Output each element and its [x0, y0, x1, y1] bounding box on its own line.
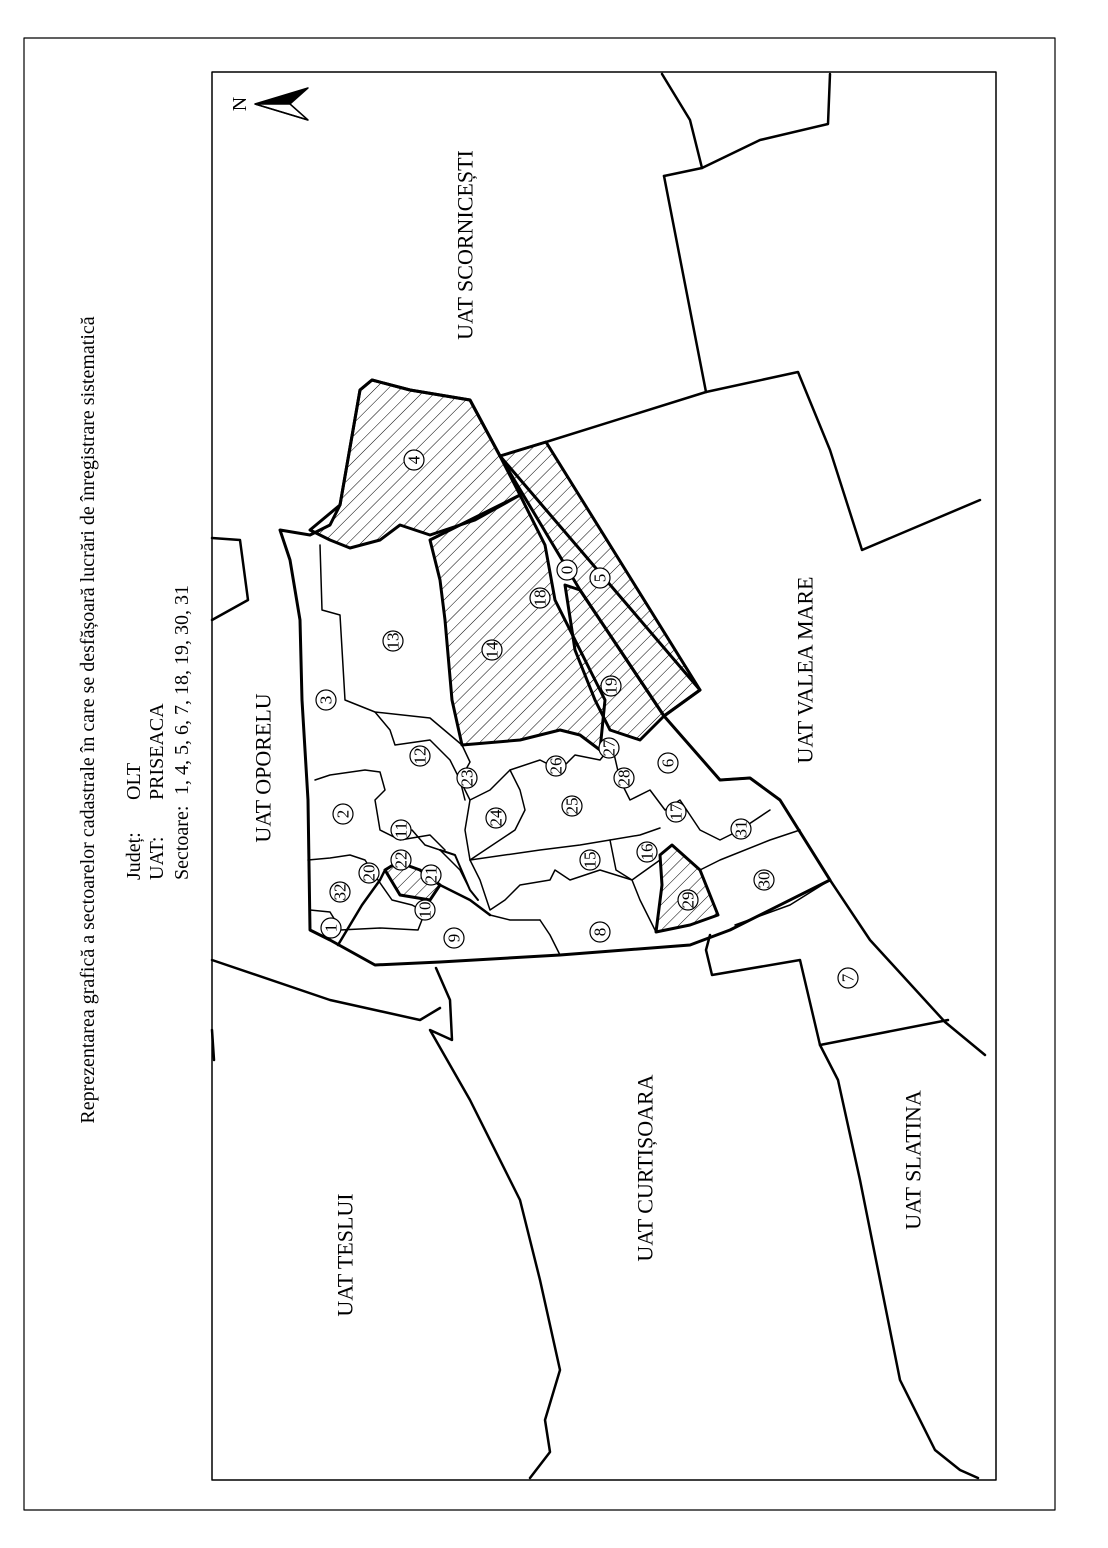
svg-text:31: 31	[731, 820, 751, 838]
sector-marker	[614, 768, 634, 788]
sector-marker	[330, 882, 350, 902]
svg-text:20: 20	[359, 864, 379, 882]
svg-text:17: 17	[666, 803, 686, 821]
sector-marker	[410, 746, 430, 766]
label-scornicesti: UAT SCORNICEȘTI	[452, 150, 478, 340]
sector-marker	[601, 676, 621, 696]
svg-text:5: 5	[590, 573, 610, 583]
svg-text:19: 19	[601, 677, 621, 695]
sector-marker	[415, 900, 435, 920]
sector-marker	[599, 738, 619, 758]
sector-marker	[482, 640, 502, 660]
svg-text:11: 11	[391, 821, 411, 839]
svg-text:15: 15	[580, 851, 600, 869]
judet-label: Județ:	[123, 832, 145, 880]
north-label: N	[229, 96, 251, 112]
svg-text:3: 3	[316, 695, 336, 705]
sector-marker	[391, 820, 411, 840]
sector-marker	[580, 850, 600, 870]
sector-marker	[359, 863, 379, 883]
sector-marker	[731, 819, 751, 839]
svg-text:18: 18	[530, 589, 550, 607]
uat-label: UAT:	[146, 836, 168, 880]
label-oporelu: UAT OPORELU	[250, 693, 276, 843]
sectoare-value: 1, 4, 5, 6, 7, 18, 19, 30, 31	[171, 585, 193, 795]
svg-text:7: 7	[838, 973, 858, 983]
sector-marker	[838, 968, 858, 988]
svg-text:27: 27	[599, 739, 619, 757]
svg-text:16: 16	[637, 843, 657, 861]
svg-text:10: 10	[415, 901, 435, 919]
svg-text:0: 0	[557, 565, 577, 575]
sector-marker	[486, 808, 506, 828]
sector-marker	[316, 690, 336, 710]
svg-text:25: 25	[562, 797, 582, 815]
svg-text:29: 29	[678, 891, 698, 909]
sector-marker	[557, 560, 577, 580]
svg-text:6: 6	[658, 758, 678, 768]
uat-value: PRISEACA	[146, 703, 168, 800]
svg-text:24: 24	[486, 809, 506, 827]
sector-marker	[391, 850, 411, 870]
svg-text:2: 2	[333, 809, 353, 819]
svg-text:9: 9	[444, 933, 464, 943]
sector-marker	[562, 796, 582, 816]
svg-text:13: 13	[383, 632, 403, 650]
svg-text:4: 4	[404, 455, 424, 465]
sector-marker	[637, 842, 657, 862]
map-title: Reprezentarea grafică a sectoarelor cadastrale în care se desfășoară lucrări de înregistrare sistematică	[77, 316, 99, 1124]
judet-value: OLT	[123, 762, 145, 800]
svg-text:1: 1	[321, 923, 341, 933]
label-valea-mare: UAT VALEA MARE	[792, 576, 818, 764]
sector-marker	[530, 588, 550, 608]
svg-text:22: 22	[391, 851, 411, 869]
svg-text:26: 26	[546, 757, 566, 775]
sector-marker	[457, 768, 477, 788]
label-teslui: UAT TESLUI	[332, 1193, 358, 1317]
svg-text:23: 23	[457, 769, 477, 787]
svg-text:30: 30	[754, 871, 774, 889]
sector-marker	[546, 756, 566, 776]
sectoare-label: Sectoare:	[171, 805, 193, 880]
sector-marker	[590, 922, 610, 942]
sector-marker	[421, 865, 441, 885]
sector-marker	[404, 450, 424, 470]
svg-text:14: 14	[482, 641, 502, 659]
svg-text:8: 8	[590, 927, 610, 937]
sector-marker	[444, 928, 464, 948]
sector-marker	[321, 918, 341, 938]
label-slatina: UAT SLATINA	[900, 1090, 926, 1230]
sector-marker	[754, 870, 774, 890]
svg-text:12: 12	[410, 747, 430, 765]
sector-marker	[333, 804, 353, 824]
sector-marker	[666, 802, 686, 822]
sector-29-area	[656, 845, 718, 932]
sector-marker	[658, 753, 678, 773]
info-block	[123, 585, 193, 880]
sector-marker	[383, 631, 403, 651]
north-arrow	[229, 88, 308, 120]
sector-marker	[590, 568, 610, 588]
label-curtisoara: UAT CURTIȘOARA	[632, 1074, 658, 1262]
svg-text:28: 28	[614, 769, 634, 787]
svg-text:21: 21	[421, 866, 441, 884]
svg-text:32: 32	[330, 883, 350, 901]
sector-marker	[678, 890, 698, 910]
